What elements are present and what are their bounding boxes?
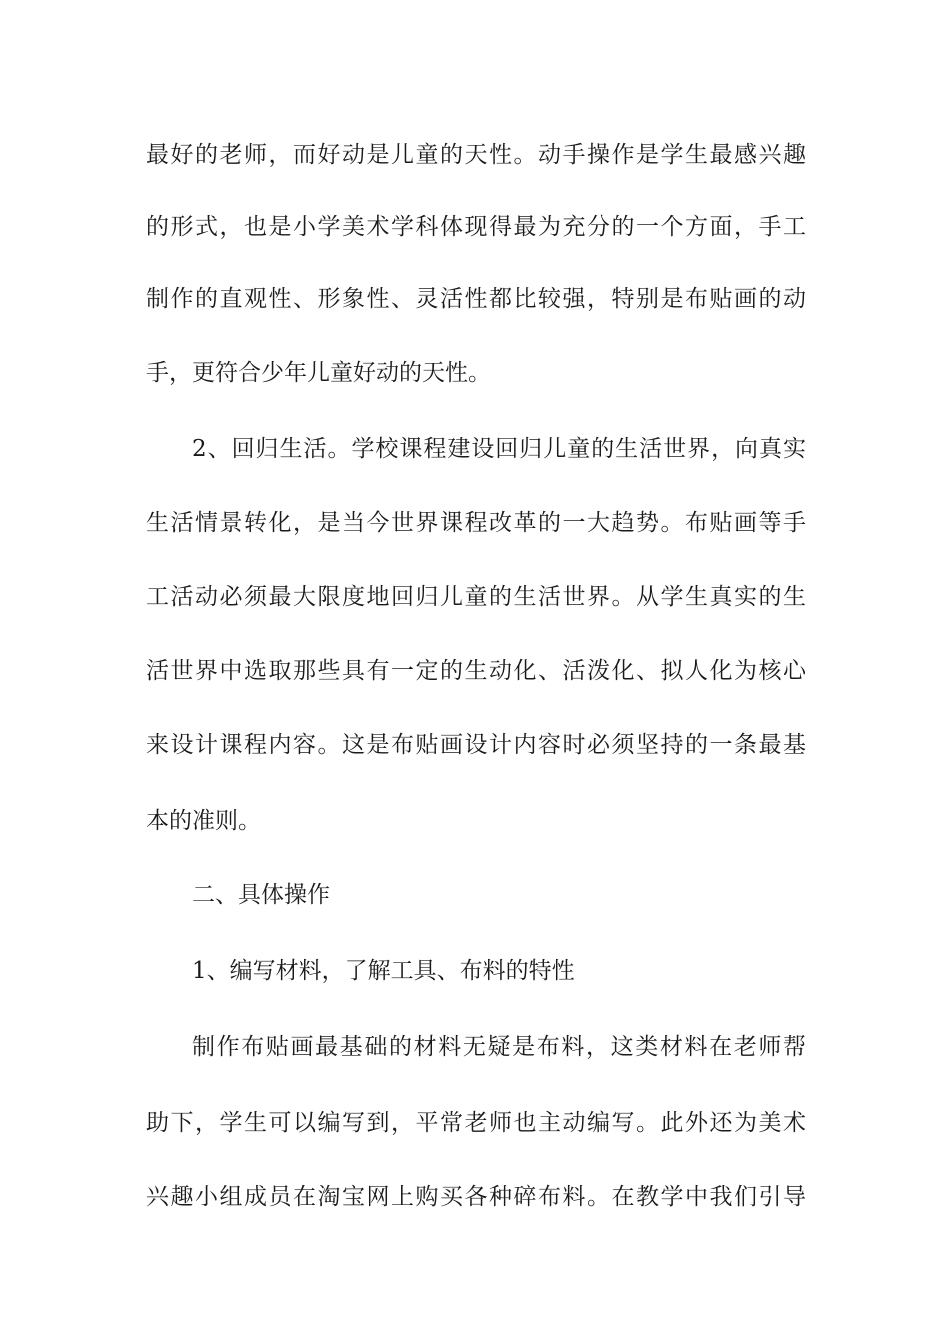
paragraph-line: 来设计课程内容。这是布贴画设计内容时必须坚持的一条最基: [146, 732, 806, 758]
section-heading: 二、具体操作: [192, 882, 330, 908]
paragraph-line: 活世界中选取那些具有一定的生动化、活泼化、拟人化为核心: [146, 658, 806, 684]
paragraph-line: 的形式，也是小学美术学科体现得最为充分的一个方面，手工: [146, 214, 806, 240]
paragraph-line: 兴趣小组成员在淘宝网上购买各种碎布料。在教学中我们引导: [146, 1184, 806, 1210]
paragraph-line: 助下，学生可以编写到，平常老师也主动编写。此外还为美术: [146, 1110, 806, 1136]
subsection-heading: 1、编写材料，了解工具、布料的特性: [192, 958, 575, 984]
paragraph-line: 工活动必须最大限度地回归儿童的生活世界。从学生真实的生: [146, 584, 806, 610]
paragraph-line: 手，更符合少年儿童好动的天性。: [146, 360, 491, 386]
paragraph-line: 本的准则。: [146, 808, 261, 834]
paragraph-line: 最好的老师，而好动是儿童的天性。动手操作是学生最感兴趣: [146, 142, 806, 168]
paragraph-line: 2、回归生活。学校课程建设回归儿童的生活世界，向真实: [192, 436, 806, 462]
paragraph-line: 制作布贴画最基础的材料无疑是布料，这类材料在老师帮: [192, 1034, 806, 1060]
paragraph-line: 制作的直观性、形象性、灵活性都比较强，特别是布贴画的动: [146, 286, 806, 312]
paragraph-line: 生活情景转化，是当今世界课程改革的一大趋势。布贴画等手: [146, 510, 806, 536]
